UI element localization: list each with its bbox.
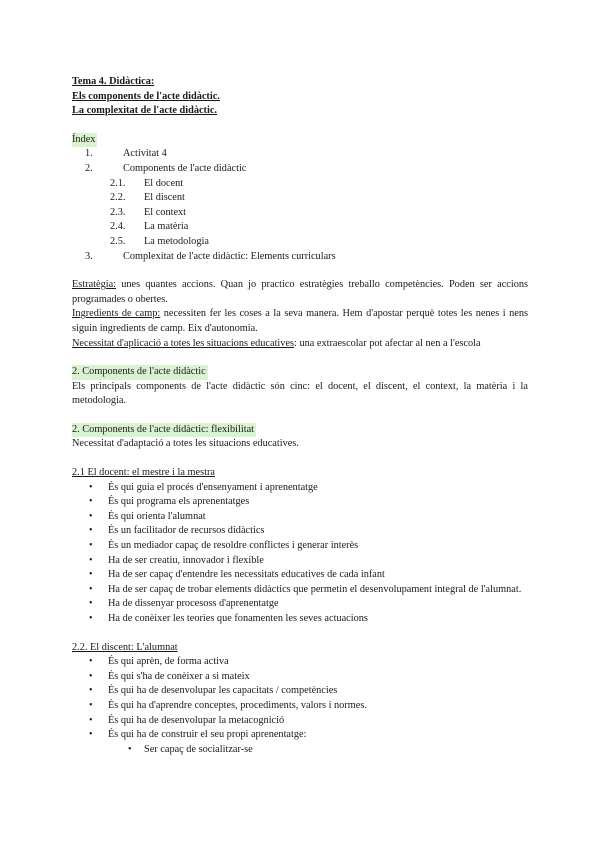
- list-item: • Ha de ser capaç d'entendre les necessitats educatives de cada infant: [72, 568, 528, 583]
- section-heading: 2.2. El discent: L'alumnat: [72, 641, 178, 653]
- section-heading: 2. Components de l'acte didàctic: [72, 365, 208, 380]
- list-item: • És un facilitador de recursos didàctics: [72, 524, 528, 539]
- section-heading: 2. Components de l'acte didàctic: flexibilitat: [72, 423, 256, 438]
- list-item: • És qui ha d'aprendre conceptes, procediments, valors i normes.: [72, 699, 528, 714]
- list-item: • És qui programa els aprenentatges: [72, 495, 528, 510]
- section-docent: [72, 466, 528, 627]
- index-subitem: 2.1. El docent: [110, 177, 184, 189]
- list-item: • Ha de ser capaç de trobar elements didàctics que permetin el desenvolupament integral de l'alumnat.: [72, 583, 528, 598]
- index-subitem: 2.5. La metodologia: [110, 235, 209, 247]
- bullet-list: [72, 655, 528, 757]
- list-item: • És qui aprèn, de forma activa: [72, 655, 528, 670]
- definition-estrategia: Estratègia: unes quantes accions. Quan jo practico estratègies treballo competències. Poden ser accions programades o obertes.: [72, 279, 528, 305]
- list-item: • Ha de dissenyar procesoss d'aprenentatge: [72, 597, 528, 612]
- index-heading: Índex: [72, 133, 97, 148]
- section-discent: [72, 641, 528, 758]
- list-item: • És un mediador capaç de resoldre conflictes i generar interès: [72, 539, 528, 554]
- index-subitem: 2.2. El discent: [110, 192, 185, 204]
- index-section: [72, 133, 528, 264]
- index-list: [72, 147, 528, 264]
- definitions: [72, 278, 528, 351]
- list-item: • És qui ha de desenvolupar la metacognició: [72, 714, 528, 729]
- section-components: [72, 365, 528, 409]
- list-item: • Ha de ser creatiu, innovador i flexible: [72, 554, 528, 569]
- section-text: Necessitat d'adaptació a totes les situacions educatives.: [72, 438, 299, 450]
- list-item: • És qui ha de construir el seu propi aprenentatge:: [72, 728, 528, 743]
- page-title: [72, 75, 528, 119]
- bullet-list: [72, 481, 528, 627]
- document-body: [72, 75, 528, 757]
- section-heading: 2.1 El docent: el mestre i la mestra: [72, 467, 215, 479]
- list-item: • És qui guia el procés d'ensenyament i aprenentatge: [72, 481, 528, 496]
- title-line-1: Tema 4. Didàctica:: [72, 76, 155, 87]
- list-item: • És qui ha de desenvolupar les capacitats / competències: [72, 684, 528, 699]
- title-line-2: Els components de l'acte didàctic.: [72, 90, 220, 102]
- index-subitem: 2.3. El context: [110, 206, 187, 218]
- definition-necessitat: Necessitat d'aplicació a totes les situacions educatives: una extraescolar pot afectar al nen a l'escola: [72, 337, 481, 349]
- section-text: Els principals components de l'acte didàctic són cinc: el docent, el discent, el context, la matèria i la metodologia.: [72, 380, 528, 407]
- title-line-3: La complexitat de l'acte didàctic.: [72, 105, 217, 117]
- list-item: • És qui s'ha de conèixer a si mateix: [72, 670, 528, 685]
- index-item: 1. Activitat 4: [85, 148, 167, 160]
- index-subitem: 2.4. La matèria: [110, 221, 189, 233]
- list-item: • Ha de conèixer les teories que fonamenten les seves actuacions: [72, 612, 528, 627]
- index-item: 2. Components de l'acte didàctic: [85, 162, 247, 174]
- section-flexibilitat: [72, 423, 528, 452]
- list-item: • És qui orienta l'alumnat: [72, 510, 528, 525]
- list-subitem: • Ser capaç de socialitzar-se: [72, 743, 528, 758]
- index-item: 3. Complexitat de l'acte didàctic: Elements curriculars: [85, 250, 336, 262]
- definition-ingredients: Ingredients de camp: necessiten fer les coses a la seva manera. Hem d'apostar perquè totes les nenes i nens siguin ingredients de camp. Eix d'autonomia.: [72, 308, 528, 334]
